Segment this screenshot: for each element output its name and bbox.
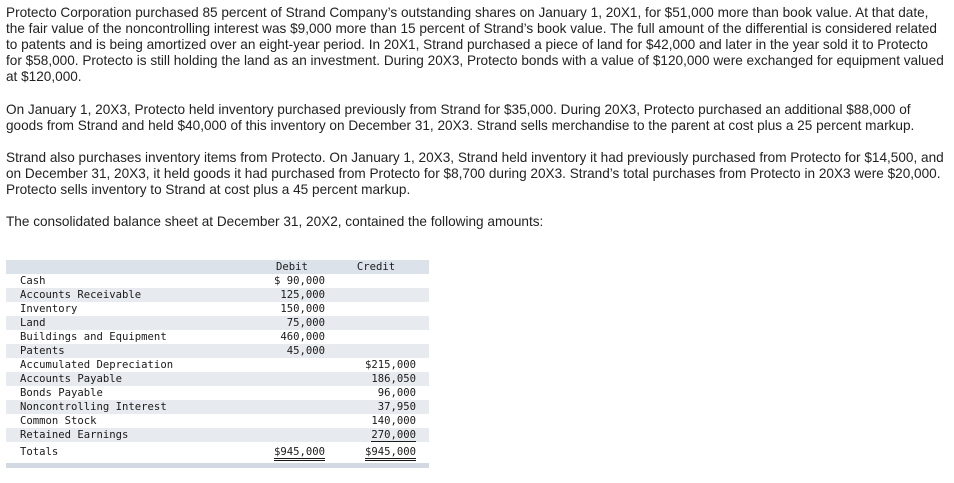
table-row bbox=[6, 274, 429, 288]
row-label: Retained Earnings bbox=[20, 429, 129, 441]
paragraph-inventory-from-protecto: Strand also purchases inventory items from Protecto. On January 1, 20X3, Strand held inventory it had previously purchased from Protecto for $14,500, and on December 31, 20X3, it held goods it had purchased from Protecto for $8,700 during 20X3. Strand’s total purchases from Protecto in 20X3 were $20,000. Protecto sells inventory to Strand at cost plus a 45 percent markup. bbox=[6, 150, 944, 197]
row-label: Accumulated Depreciation bbox=[20, 359, 174, 371]
row-credit bbox=[325, 302, 416, 316]
row-debit bbox=[248, 358, 325, 372]
paragraph-balance-sheet-intro: The consolidated balance sheet at December 31, 20X2, contained the following amounts: bbox=[6, 214, 544, 229]
row-debit bbox=[248, 428, 325, 442]
table-row bbox=[6, 428, 429, 442]
problem-text bbox=[0, 0, 954, 230]
row-debit: 125,000 bbox=[280, 289, 325, 301]
row-credit: 96,000 bbox=[377, 387, 416, 399]
row-debit bbox=[248, 400, 325, 414]
row-credit bbox=[325, 274, 416, 288]
table-row bbox=[6, 344, 429, 358]
balance-sheet-table bbox=[6, 260, 429, 468]
row-label: Bonds Payable bbox=[20, 387, 103, 399]
row-label: Accounts Payable bbox=[20, 373, 123, 385]
table-row bbox=[6, 316, 429, 330]
row-label: Inventory bbox=[20, 303, 78, 315]
totals-label: Totals bbox=[20, 446, 59, 458]
table-row bbox=[6, 386, 429, 400]
row-credit bbox=[325, 316, 416, 330]
row-credit: 140,000 bbox=[371, 415, 416, 427]
totals-debit: $945,000 bbox=[274, 446, 325, 461]
row-debit: $ 90,000 bbox=[273, 275, 325, 287]
row-debit bbox=[248, 414, 325, 428]
row-label: Land bbox=[20, 317, 46, 329]
row-debit: 460,000 bbox=[280, 331, 325, 343]
row-credit: $215,000 bbox=[364, 359, 416, 371]
totals-credit: $945,000 bbox=[365, 446, 416, 461]
table-header-row bbox=[6, 260, 429, 274]
row-debit bbox=[248, 372, 325, 386]
table-bottom-bar bbox=[6, 463, 429, 468]
row-debit: 45,000 bbox=[286, 345, 325, 357]
row-label: Noncontrolling Interest bbox=[20, 401, 167, 413]
row-credit bbox=[325, 344, 416, 358]
row-label: Cash bbox=[20, 275, 46, 287]
row-label: Patents bbox=[20, 345, 65, 357]
row-credit bbox=[325, 288, 416, 302]
row-debit: 75,000 bbox=[286, 317, 325, 329]
paragraph-acquisition: Protecto Corporation purchased 85 percent of Strand Company’s outstanding shares on January 1, 20X1, for $51,000 more than book value. At that date, the fair value of the noncontrolling interest was $9,000 more than 15 percent of Strand’s book value. The full amount of the differential is considered related to patents and is being amortized over an eight-year period. In 20X1, Strand purchased a piece of land for $42,000 and later in the year sold it to Protecto for $58,000. Protecto is still holding the land as an investment. During 20X3, Protecto bonds with a value of $120,000 were exchanged for equipment valued at $120,000. bbox=[6, 5, 944, 84]
row-label: Accounts Receivable bbox=[20, 289, 142, 301]
row-label: Buildings and Equipment bbox=[20, 331, 167, 343]
row-debit bbox=[248, 386, 325, 400]
row-credit: 37,950 bbox=[377, 401, 416, 413]
paragraph-inventory-from-strand: On January 1, 20X3, Protecto held inventory purchased previously from Strand for $35,000. During 20X3, Protecto purchased an additional $88,000 of goods from Strand and held $40,000 of this inventory on December 31, 20X3. Strand sells merchandise to the parent at cost plus a 25 percent markup. bbox=[6, 102, 915, 133]
table-row bbox=[6, 400, 429, 414]
table-row bbox=[6, 358, 429, 372]
row-credit: 270,000 bbox=[371, 429, 416, 441]
table-row bbox=[6, 414, 429, 428]
totals-row bbox=[6, 443, 429, 461]
row-debit: 150,000 bbox=[280, 303, 325, 315]
row-label: Common Stock bbox=[20, 415, 97, 427]
table-row bbox=[6, 288, 429, 302]
header-credit: Credit bbox=[356, 261, 396, 273]
table-row bbox=[6, 372, 429, 386]
row-credit bbox=[325, 330, 416, 344]
row-credit: 186,050 bbox=[371, 373, 416, 385]
header-debit: Debit bbox=[276, 261, 308, 273]
header-label-cell bbox=[6, 260, 248, 274]
table-row bbox=[6, 330, 429, 344]
table-row bbox=[6, 302, 429, 316]
